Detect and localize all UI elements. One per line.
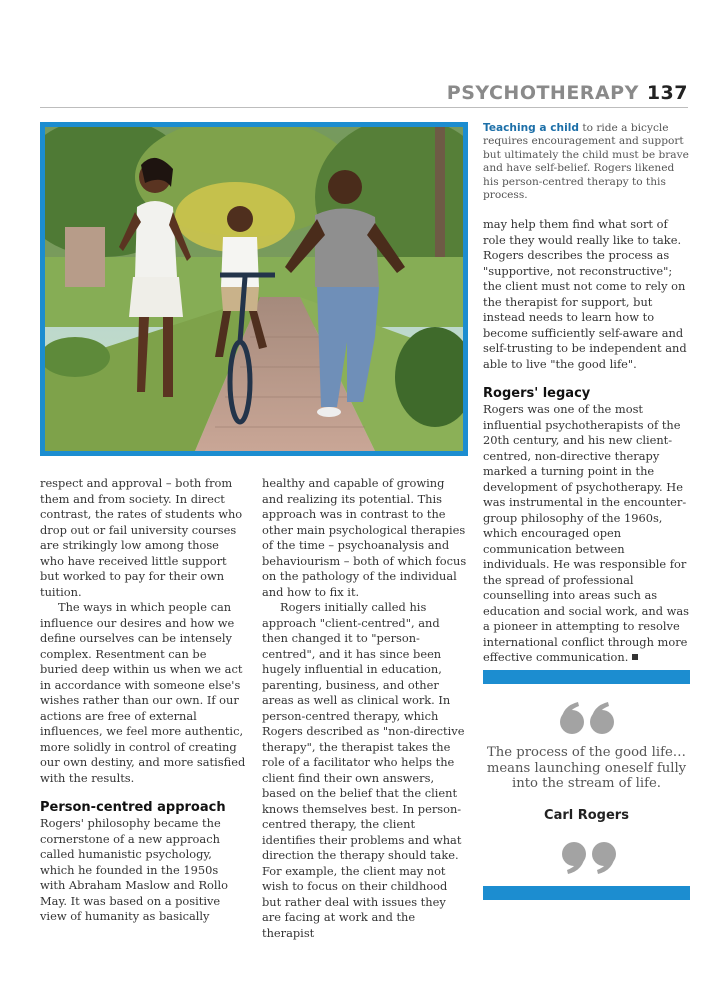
paragraph: respect and approval – both from them and from society. In direct contrast, the rates of students who drop out or fail university courses are strikingly low among those who have received little support but worked to pay for their own tuition. xyxy=(40,476,243,599)
section-heading-person-centred: Person-centred approach xyxy=(40,800,226,815)
caption-text: to ride a bicycle requires encouragement and support but ultimately the child must be brave and have self-belief. Rogers likened his person-centred therapy to this process. xyxy=(483,122,689,202)
running-header xyxy=(447,82,688,104)
text-column-3 xyxy=(483,217,691,666)
text-column-2 xyxy=(262,476,468,941)
caption-lead: Teaching a child xyxy=(483,122,579,134)
paragraph: The ways in which people can influence our desires and how we define ourselves can be intensely complex. Resentment can be buried deep within us when we act in accordance with someone else's wishes rather than our own. If our actions are free of external influences, we feel more authentic, more solidly in control of creating our own destiny, and more satisfied with the results. xyxy=(40,600,246,785)
section-heading-rogers-legacy: Rogers' legacy xyxy=(483,386,591,401)
family-bicycle-photo xyxy=(45,127,463,451)
paragraph: Rogers initially called his approach "client-centred", and then changed it to "person-centred", and it has since been hugely influential in education, parenting, business, and other areas as well as clinical work. In person-centred therapy, which Rogers described as "non-directive therapy", the therapist takes the role of a facilitator who helps the client find their own answers, based on the belief that the client knows themselves best. In person-centred therapy, the client identifies their problems and what direction the therapy should take. For example, the client may not wish to focus on their childhood but rather deal with issues they are facing at work and the therapist xyxy=(262,600,465,940)
open-quote-icon xyxy=(548,700,628,740)
close-quote-icon xyxy=(548,836,628,876)
pullquote-bottom-bar xyxy=(483,886,690,900)
paragraph: Rogers' philosophy became the cornerstone of a new approach called humanistic psychology, which he founded in the 1950s with Abraham Maslow and Rollo May. It was based on a positive view of humanity as basically xyxy=(40,816,229,923)
paragraph-text: Rogers was one of the most influential psychotherapists of the 20th century, and his new client-centred, non-directive therapy marked a turning point in the development of psychotherapy. He was instrumental in the encounter-group philosophy of the 1960s, which encouraged open communication between individuals. He was responsible for the spread of professional counselling into areas such as education and social work, and was a pioneer in attempting to resolve international conflict through more effective communication. xyxy=(483,402,690,664)
paragraph xyxy=(483,402,691,666)
pullquote-text: The process of the good life… means launching oneself fully into the stream of life. xyxy=(486,745,687,791)
paragraph: healthy and capable of growing and realizing its potential. This approach was in contrast to the other main psychological therapies of the time – psychoanalysis and behaviourism – both of which focus on the pathology of the individual and how to fix it. xyxy=(262,476,467,599)
text-column-1 xyxy=(40,476,246,925)
pullquote-top-bar xyxy=(483,670,690,684)
photo-frame xyxy=(40,122,468,456)
paragraph: may help them find what sort of role they would really like to take. Rogers describes the process as "supportive, not reconstructive"; the client must not come to rely on the therapist for support, but instead needs to learn how to become sufficiently self-aware and self-trusting to be independent and able to live "the good life". xyxy=(483,217,687,371)
page-number: 137 xyxy=(646,82,688,104)
pullquote-author: Carl Rogers xyxy=(544,808,629,823)
section-title: PSYCHOTHERAPY xyxy=(446,82,639,104)
end-mark-icon xyxy=(632,654,638,660)
photo-caption xyxy=(483,122,691,202)
header-divider xyxy=(40,107,688,108)
